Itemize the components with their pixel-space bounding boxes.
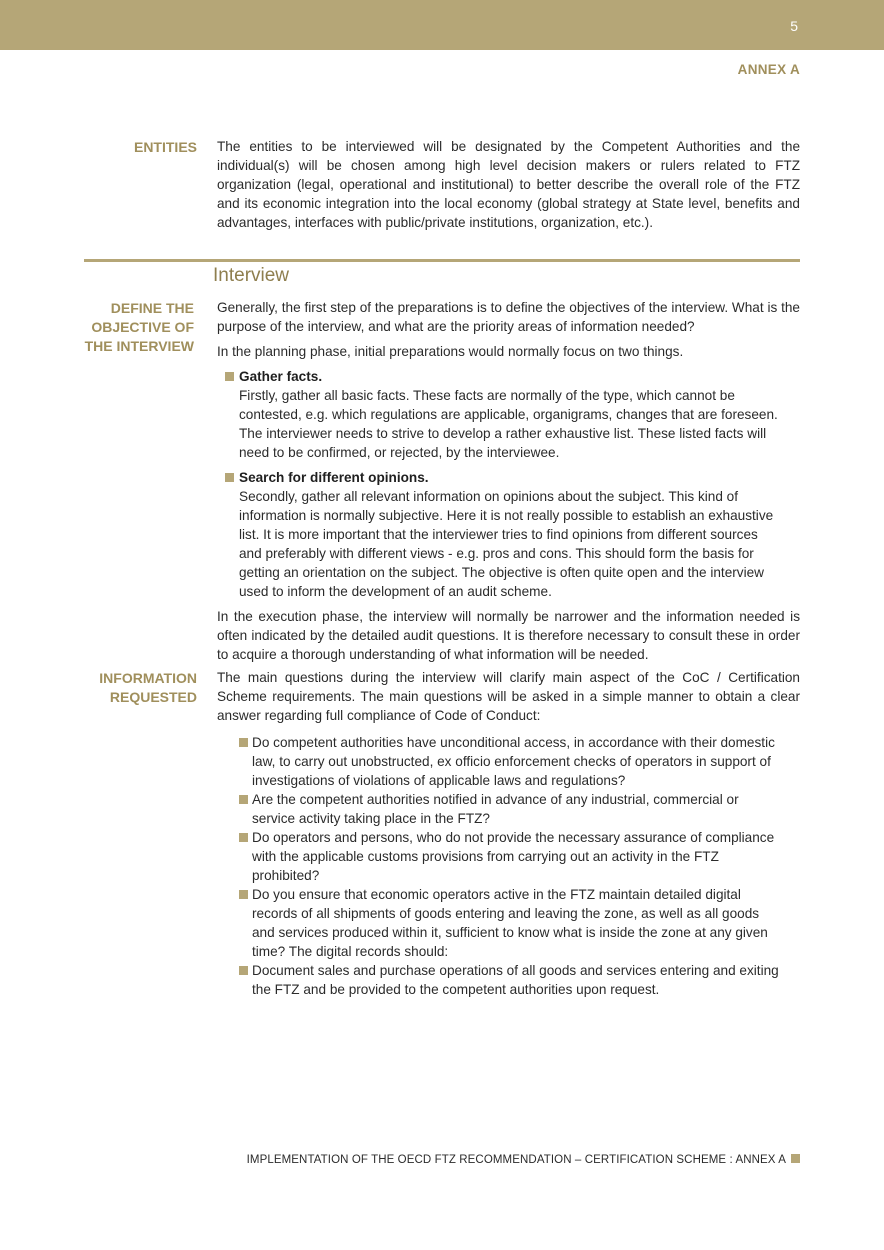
interview-paragraph-3: In the execution phase, the interview will normally be narrower and the information needed is often indicated by the detailed audit questions. It is therefore necessary to consult these in order to acquire a thorough understanding of what information will be needed. — [217, 609, 800, 662]
entities-paragraph: The entities to be interviewed will be designated by the Competent Authorities and the individual(s) will be chosen among high level decision makers or rulers related to FTZ organization (legal, operational and institutional) to better describe the overall role of the FTZ and its economic integration into the local economy (global strategy at State level, benefits and advantages, interfaces with public/private institutions, organization, etc.). — [217, 139, 800, 230]
interview-title: Interview — [213, 265, 290, 286]
entities-label: ENTITIES — [133, 139, 197, 155]
page-number: 5 — [790, 18, 798, 34]
list-item: Document sales and purchase operations of all goods and services entering and exiting the FTZ and be provided to the competent authorities upon request. — [239, 961, 779, 999]
information-intro: The main questions during the interview will clarify main aspect of the CoC / Certification Scheme requirements. The main questions will be asked in a simple manner to obtain a clear answer regarding full compliance of Code of Conduct: — [217, 670, 800, 723]
different-opinions-title: Search for different opinions. — [239, 470, 429, 485]
gather-facts-item — [239, 367, 779, 462]
gather-facts-text: Firstly, gather all basic facts. These facts are normally of the type, which cannot be contested, e.g. which regulations are applicable, organigrams, changes that are foreseen. The interviewer needs to strive to develop a rather exhaustive list. These listed facts will need to be confirmed, or rejected, by the interviewee. — [239, 388, 778, 460]
define-objective-label: DEFINE THE OBJECTIVE OF THE INTERVIEW — [84, 300, 194, 354]
information-section — [217, 668, 800, 999]
footer-text: IMPLEMENTATION OF THE OECD FTZ RECOMMENDATION – CERTIFICATION SCHEME : ANNEX A — [246, 1154, 786, 1166]
list-item: Do operators and persons, who do not provide the necessary assurance of compliance with the applicable customs provisions from carrying out an activity in the FTZ prohibited? — [239, 828, 779, 885]
bullet-square-icon — [239, 795, 248, 804]
page-footer — [247, 1154, 800, 1166]
list-item: Do you ensure that economic operators active in the FTZ maintain detailed digital records of all shipments of goods entering and leaving the zone, as well as all goods and services produced within it, sufficient to know what is inside the zone at any given time? The digital records should: — [239, 885, 779, 961]
bullet-square-icon — [239, 966, 248, 975]
different-opinions-text: Secondly, gather all relevant information on opinions about the subject. This kind of information is normally subjective. Here it is not really possible to establish an exhaustive list. It is more important that the interviewer tries to find opinions from different sources and preferably with different views - e.g. pros and cons. This should form the basis for getting an orientation on the subject. The objective is often quite open and the interview used to inform the development of an audit scheme. — [239, 489, 774, 599]
bullet-square-icon — [239, 738, 248, 747]
list-item: Do competent authorities have unconditional access, in accordance with their domestic law, to carry out unobstructed, ex officio enforcement checks of operators in support of investigations of violations of applicable laws and regulations? — [239, 733, 779, 790]
section-divider — [84, 259, 800, 262]
header-bar — [0, 0, 884, 50]
bullet-square-icon — [225, 473, 234, 482]
interview-section — [217, 298, 800, 670]
annex-label: ANNEX A — [737, 62, 800, 77]
bullet-square-icon — [239, 833, 248, 842]
bullet-square-icon — [239, 890, 248, 899]
gather-facts-title: Gather facts. — [239, 369, 323, 384]
information-requested-label: INFORMATION REQUESTED — [99, 670, 197, 705]
bullet-square-icon — [225, 372, 234, 381]
interview-paragraph-2: In the planning phase, initial preparations would normally focus on two things. — [217, 344, 684, 359]
entities-section — [217, 137, 800, 238]
list-item: Are the competent authorities notified in advance of any industrial, commercial or service activity taking place in the FTZ? — [239, 790, 779, 828]
information-question-list — [239, 733, 779, 999]
different-opinions-item — [239, 468, 779, 601]
footer-square-icon — [791, 1154, 800, 1163]
interview-paragraph-1: Generally, the first step of the preparations is to define the objectives of the interview. What is the purpose of the interview, and what are the priority areas of information needed? — [217, 300, 800, 334]
